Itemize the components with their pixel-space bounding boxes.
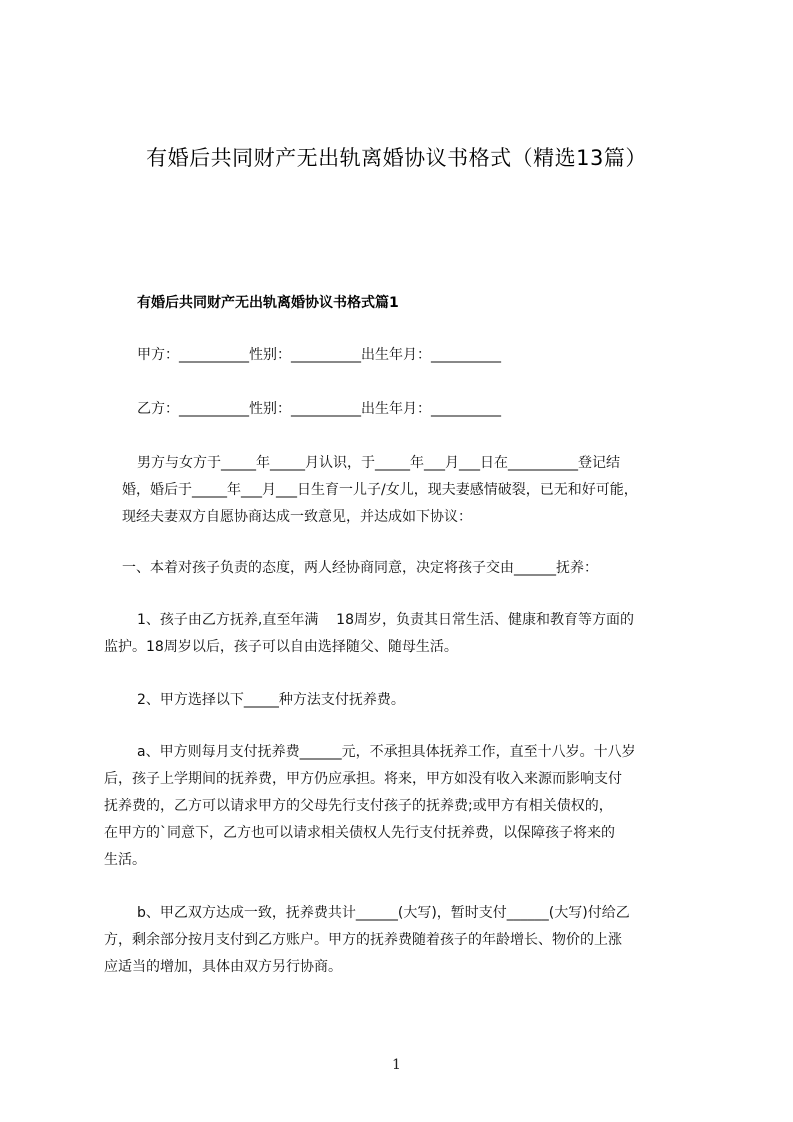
party-b-line: 乙方：__________性别：__________出生年月：__________: [137, 401, 501, 417]
paragraph-line: 现经夫妻双方自愿协商达成一致意见，并达成如下协议：: [122, 509, 472, 525]
paragraph-line: 男方与女方于_____年_____月认识，于_____年___月___日在__________登记结: [137, 455, 620, 471]
item-line: 1、孩子由乙方抚养,直至年满 18周岁，负责其日常生活、健康和教育等方面的: [137, 612, 634, 628]
item-line: a、甲方则每月支付抚养费______元，不承担具体抚养工作，直至十八岁。十八岁: [137, 744, 636, 760]
item-line: 在甲方的`同意下，乙方也可以请求相关债权人先行支付抚养费，以保障孩子将来的: [104, 825, 615, 841]
item-line: 生活。: [104, 852, 146, 868]
item-line: 后，孩子上学期间的抚养费，甲方仍应承担。将来，甲方如没有收入来源而影响支付: [104, 771, 622, 787]
item-line: 抚养费的，乙方可以请求甲方的父母先行支付孩子的抚养费;或甲方有相关债权的，: [104, 798, 613, 814]
document-title: 有婚后共同财产无出轨离婚协议书格式（精选13篇）: [146, 146, 647, 170]
party-a-line: 甲方：__________性别：__________出生年月：__________: [137, 347, 501, 363]
item-line: 监护。18周岁以后，孩子可以自由选择随父、随母生活。: [104, 639, 458, 655]
item-line: 2、甲方选择以下_____种方法支付抚养费。: [137, 692, 405, 708]
page-number: 1: [392, 1057, 401, 1073]
section-heading: 有婚后共同财产无出轨离婚协议书格式篇1: [137, 295, 399, 311]
clause-line: 一、本着对孩子负责的态度，两人经协商同意，决定将孩子交由______抚养：: [122, 560, 598, 576]
item-line: b、甲乙双方达成一致，抚养费共计______(大写)，暂时支付______(大写)付给乙: [137, 905, 630, 921]
paragraph-line: 婚，婚后于_____年___月___日生育一儿子/女儿，现夫妻感情破裂，已无和好可能，: [122, 482, 638, 498]
item-line: 应适当的增加，具体由双方另行协商。: [104, 959, 342, 975]
item-line: 方，剩余部分按月支付到乙方账户。甲方的抚养费随着孩子的年龄增长、物价的上涨: [104, 932, 622, 948]
